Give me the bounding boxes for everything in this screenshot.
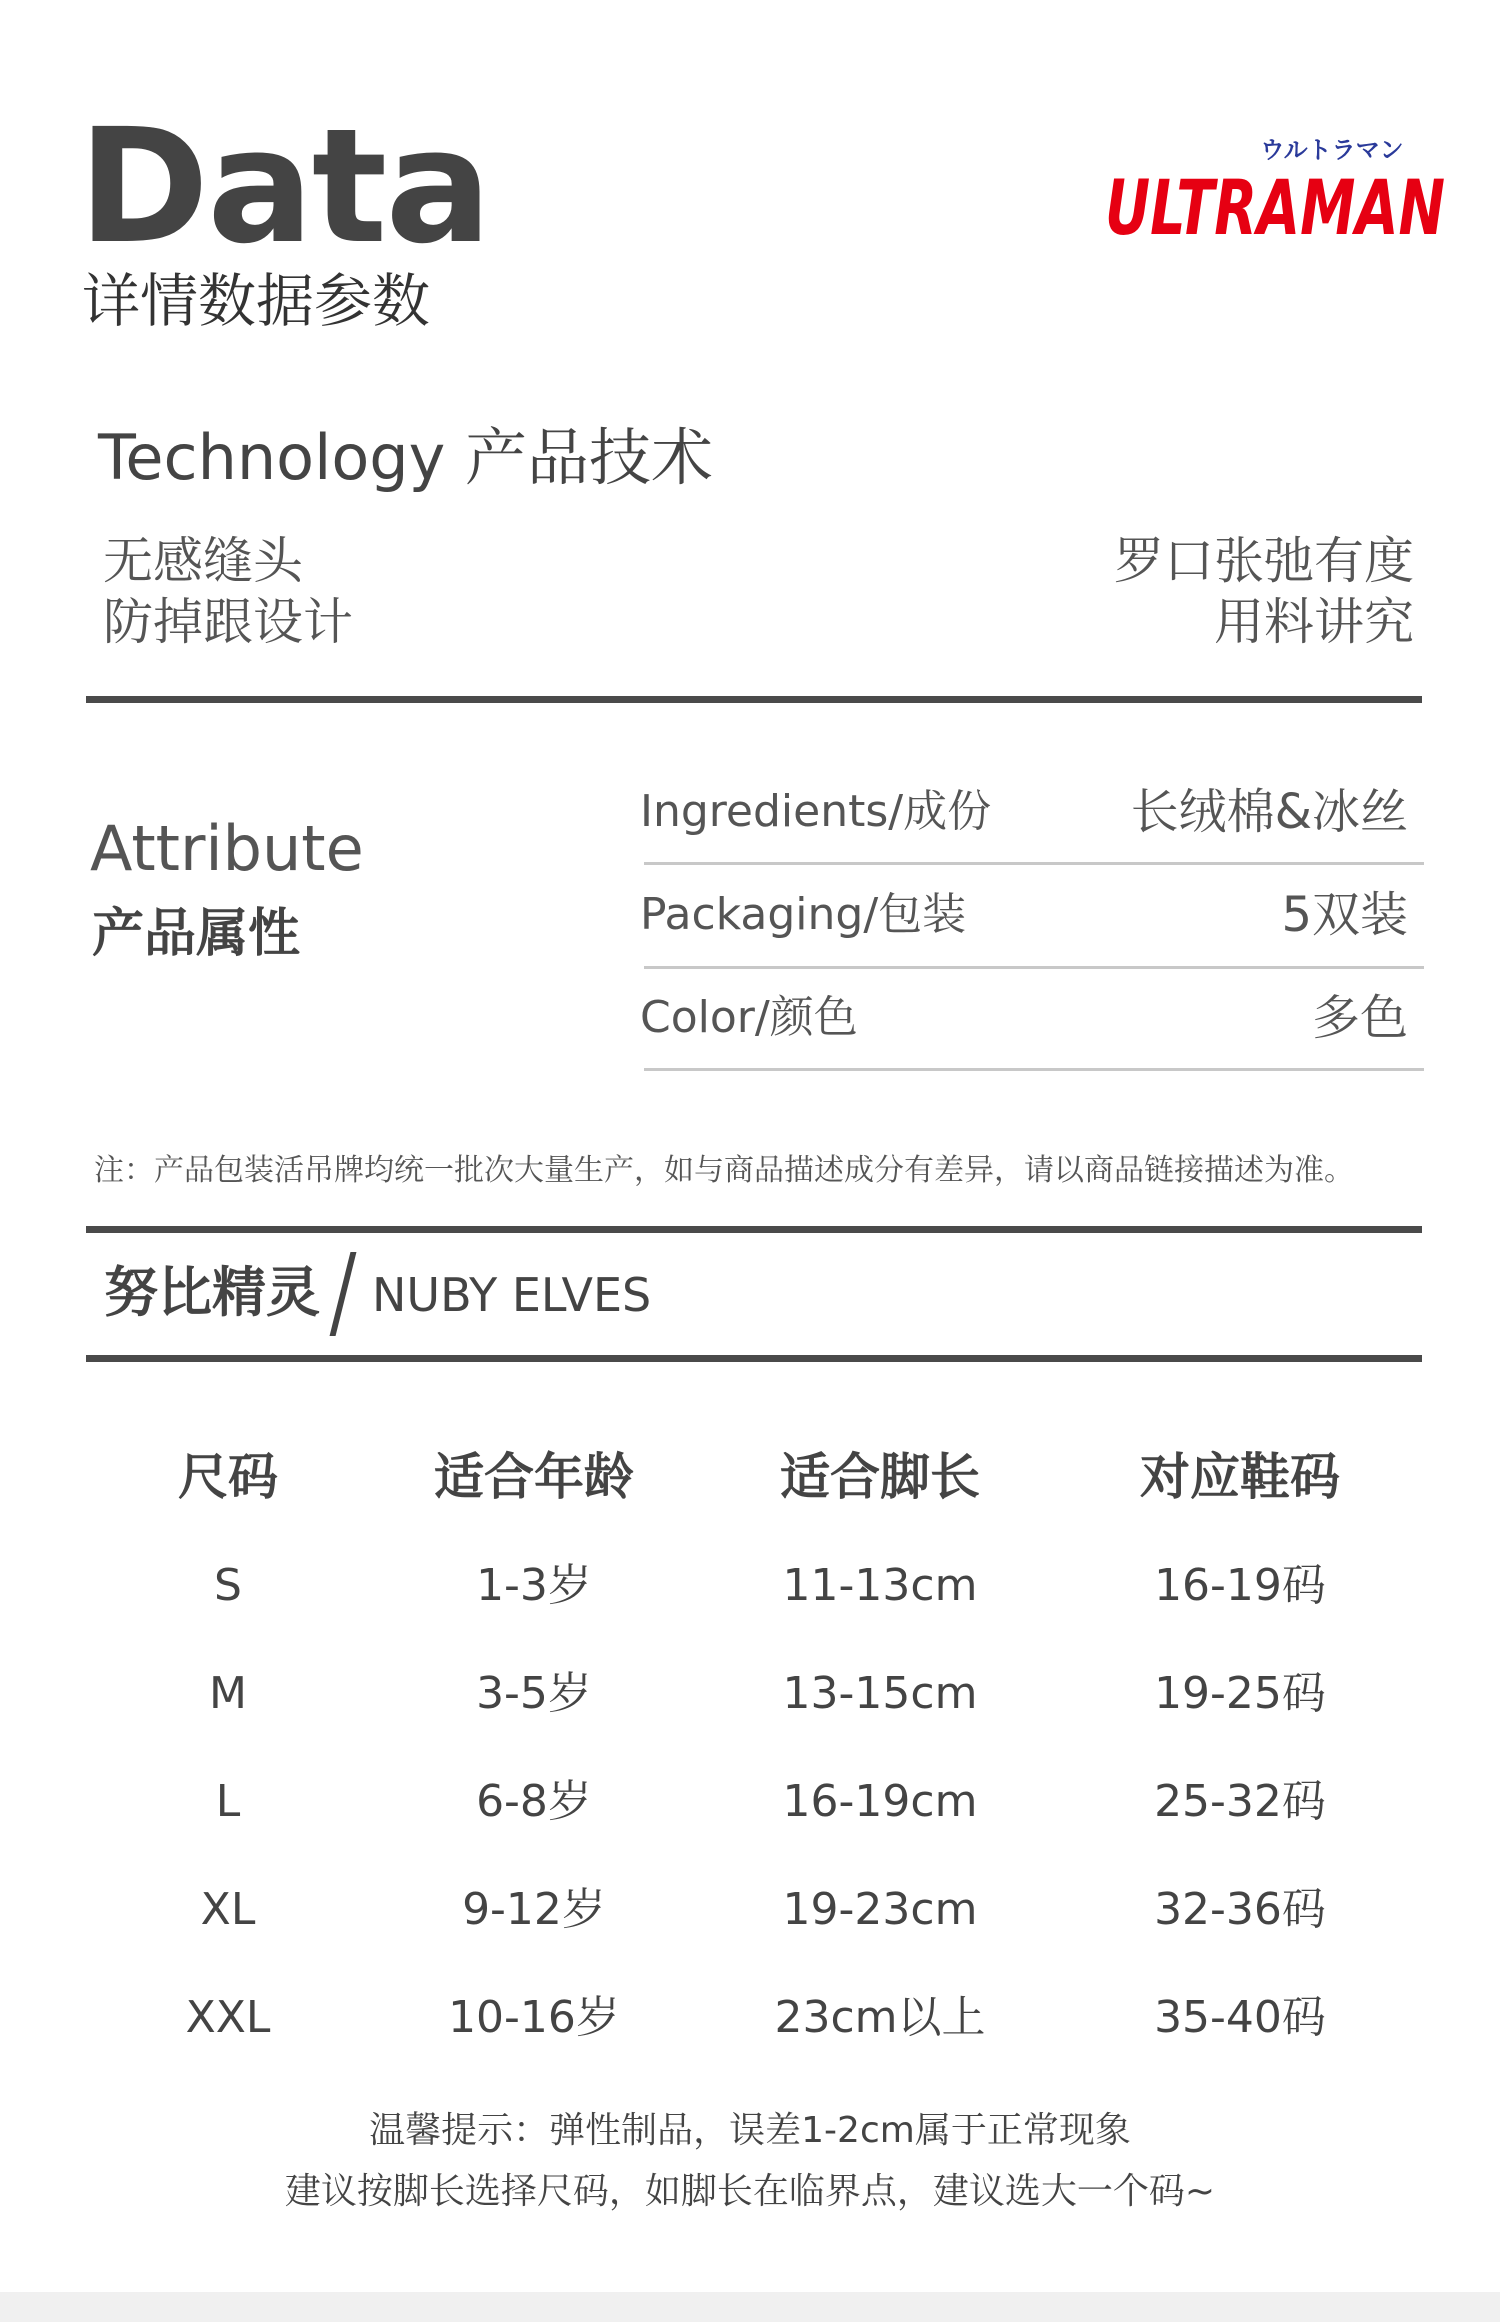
- table-cell: 11-13cm: [782, 1560, 978, 1611]
- table-cell: 25-32码: [1154, 1776, 1326, 1827]
- page-subtitle: 详情数据参数: [82, 267, 431, 335]
- table-cell: L: [215, 1776, 241, 1827]
- logo-wordmark: ULTRAMAN: [1105, 163, 1445, 250]
- table-cell: XXL: [185, 1992, 271, 2043]
- table-cell: S: [214, 1560, 242, 1611]
- attribute-value: 长绒棉&冰丝: [1130, 784, 1408, 840]
- attribute-title-en: Attribute: [90, 812, 364, 885]
- technology-feature: 防掉跟设计: [103, 593, 353, 651]
- table-cell: 19-23cm: [782, 1884, 978, 1935]
- brand-name-en: NUBY ELVES: [372, 1268, 652, 1322]
- attribute-divider: [644, 1068, 1424, 1071]
- section-divider: [86, 696, 1422, 703]
- attribute-label: Ingredients/成份: [640, 786, 992, 837]
- table-cell: 3-5岁: [476, 1668, 592, 1719]
- logo-kana: ウルトラマン: [1260, 136, 1404, 164]
- section-divider: [86, 1226, 1422, 1233]
- table-header: 适合年龄: [434, 1448, 634, 1506]
- table-header: 对应鞋码: [1140, 1448, 1340, 1506]
- table-cell: 32-36码: [1154, 1884, 1326, 1935]
- table-header: 适合脚长: [780, 1448, 980, 1506]
- technology-feature: 罗口张弛有度: [1114, 532, 1414, 590]
- size-tip: 建议按脚长选择尺码，如脚长在临界点，建议选大一个码~: [284, 2171, 1216, 2212]
- table-cell: 9-12岁: [462, 1884, 606, 1935]
- table-cell: XL: [200, 1884, 256, 1935]
- table-cell: 10-16岁: [448, 1992, 620, 2043]
- table-cell: 6-8岁: [476, 1776, 592, 1827]
- bottom-band: [0, 2292, 1500, 2322]
- attribute-divider: [644, 862, 1424, 865]
- table-header: 尺码: [178, 1448, 278, 1506]
- brand-name-cn: 努比精灵: [104, 1261, 320, 1324]
- attribute-value: 5双装: [1281, 887, 1408, 943]
- table-cell: M: [209, 1668, 247, 1719]
- ultraman-logo: [1100, 130, 1450, 250]
- attribute-title-cn: 产品属性: [92, 904, 301, 964]
- technology-feature: 用料讲究: [1214, 593, 1414, 651]
- table-cell: 13-15cm: [782, 1668, 978, 1719]
- attribute-label: Packaging/包装: [640, 889, 967, 940]
- table-cell: 19-25码: [1154, 1668, 1326, 1719]
- table-cell: 16-19码: [1154, 1560, 1326, 1611]
- table-cell: 1-3岁: [476, 1560, 592, 1611]
- product-note: 注：产品包装活吊牌均统一批次大量生产，如与商品描述成分有差异，请以商品链接描述为准。: [94, 1153, 1354, 1188]
- table-cell: 23cm以上: [774, 1992, 986, 2043]
- attribute-divider: [644, 966, 1424, 969]
- brand-separator: [330, 1252, 357, 1336]
- page-title: Data: [78, 95, 490, 279]
- section-divider: [86, 1355, 1422, 1362]
- technology-title: Technology 产品技术: [98, 421, 714, 494]
- table-cell: 35-40码: [1154, 1992, 1326, 2043]
- table-cell: 16-19cm: [782, 1776, 978, 1827]
- attribute-value: 多色: [1311, 990, 1408, 1046]
- attribute-label: Color/颜色: [640, 992, 858, 1043]
- technology-feature: 无感缝头: [103, 532, 303, 590]
- size-tip: 温馨提示：弹性制品，误差1-2cm属于正常现象: [369, 2110, 1131, 2151]
